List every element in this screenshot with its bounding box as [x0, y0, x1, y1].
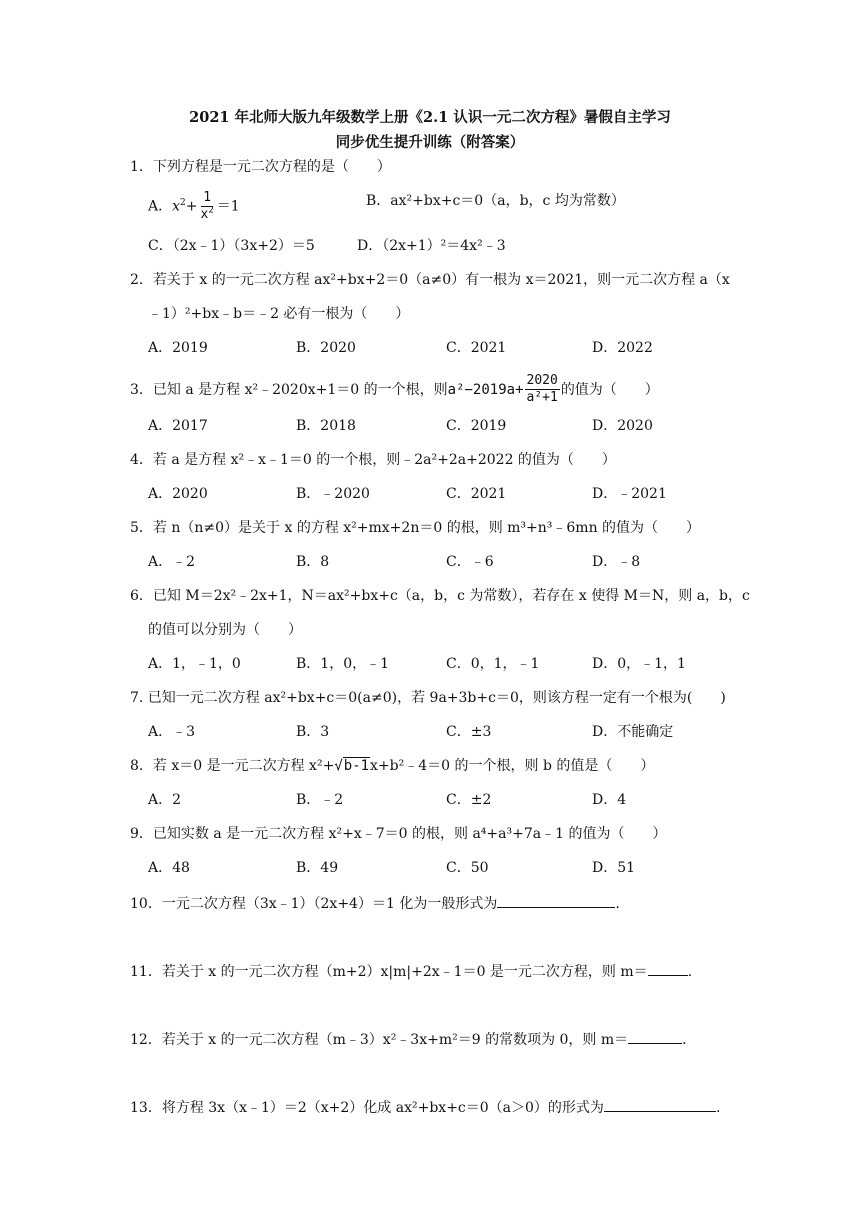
q3-option-b: B．2018 — [296, 418, 356, 434]
q6-option-d: D．0，﹣1，1 — [592, 656, 686, 672]
q5-option-c: C．﹣6 — [446, 554, 494, 570]
q6-option-a: A．1，﹣1，0 — [148, 656, 241, 672]
q2-option-c: C．2021 — [446, 340, 507, 356]
q4-stem: 4．若 a 是方程 x²﹣x﹣1＝0 的一个根，则﹣2a²+2a+2022 的值为（ ） — [130, 452, 616, 468]
q8-option-b: B．﹣2 — [296, 792, 344, 808]
q5-option-d: D．﹣8 — [592, 554, 641, 570]
q8-option-d: D．4 — [592, 792, 627, 808]
q5-option-b: B．8 — [296, 554, 330, 570]
q1-option-b: B．ax²+bx+c＝0（a，b，c 均为常数） — [366, 193, 625, 209]
q2-stem-line1: 2．若关于 x 的一元二次方程 ax²+bx+2＝0（a≠0）有一根为 x＝2021，则一元二次方程 a（x — [130, 272, 730, 288]
q6-option-c: C．0，1，﹣1 — [446, 656, 540, 672]
q7-option-c: C．±3 — [446, 724, 492, 740]
worksheet-title-line1: 2021 年北师大版九年级数学上册《2.1 认识一元二次方程》暑假自主学习 — [189, 109, 671, 126]
q7-option-a: A．﹣3 — [148, 724, 196, 740]
q9-option-d: D．51 — [592, 860, 636, 876]
q3-option-a: A．2017 — [148, 418, 208, 434]
q2-option-a: A．2019 — [148, 340, 208, 356]
q5-option-a: A．﹣2 — [148, 554, 196, 570]
q1-option-a: A．$x^2+$ $\frac{1}{x^2}$ ＝1 — [148, 190, 240, 222]
q6-stem-line2: 的值可以分别为（ ） — [148, 622, 302, 638]
q2-option-d: D．2022 — [592, 340, 653, 356]
q3-option-d: D．2020 — [592, 418, 653, 434]
q13-stem: 13．将方程 3x（x﹣1）＝2（x+2）化成 ax²+bx+c＝0（a＞0）的形式为 . — [130, 1097, 720, 1117]
q1-option-a-label: A． — [148, 198, 173, 215]
worksheet-title-line2: 同步优生提升训练（附答案） — [335, 134, 525, 151]
q11-stem: 11．若关于 x 的一元二次方程（m+2）x|m|+2x﹣1＝0 是一元二次方程，则 m＝ . — [130, 961, 692, 981]
q1-option-c: C．（2x﹣1）（3x+2）＝5 — [148, 238, 315, 254]
q2-stem-line2: ﹣1）²+bx﹣b＝﹣2 必有一根为（ ） — [148, 306, 410, 322]
q2-option-b: B．2020 — [296, 340, 356, 356]
q4-option-a: A．2020 — [148, 486, 208, 502]
q4-option-c: C．2021 — [446, 486, 507, 502]
q7-option-b: B．3 — [296, 724, 330, 740]
q13-answer-blank[interactable] — [604, 1097, 716, 1112]
q7-stem: 7. 已知一元二次方程 ax²+bx+c＝0(a≠0)，若 9a+3b+c＝0，则该方程一定有一个根为( ) — [130, 690, 726, 706]
q9-stem: 9．已知实数 a 是一元二次方程 x²+x﹣7＝0 的根，则 a⁴+a³+7a﹣1 的值为（ ） — [130, 826, 667, 842]
q1-stem: 1．下列方程是一元二次方程的是（ ） — [130, 159, 391, 175]
q11-answer-blank[interactable] — [648, 961, 688, 976]
q10-stem: 10．一元二次方程（3x﹣1）（2x+4）＝1 化为一般形式为 . — [130, 893, 620, 913]
q9-option-a: A．48 — [148, 860, 190, 876]
q6-stem-line1: 6．已知 M＝2x²﹣2x+1，N＝ax²+bx+c（a，b，c 为常数），若存在 x 使得 M＝N，则 a，b，c — [130, 588, 750, 604]
q7-option-d: D．不能确定 — [592, 724, 674, 740]
q9-option-c: C．50 — [446, 860, 489, 876]
q8-stem: 8．若 x＝0 是一元二次方程 x²+√b-1x+b²﹣4＝0 的一个根，则 b 的值是（ ） — [130, 758, 655, 774]
q3-option-c: C．2019 — [446, 418, 507, 434]
q9-option-b: B．49 — [296, 860, 339, 876]
q8-option-a: A．2 — [148, 792, 182, 808]
q6-option-b: B．1，0，﹣1 — [296, 656, 390, 672]
q4-option-d: D．﹣2021 — [592, 486, 667, 502]
q4-option-b: B．﹣2020 — [296, 486, 370, 502]
q1-option-d: D．（2x+1）²＝4x²﹣3 — [357, 238, 506, 254]
q12-stem: 12．若关于 x 的一元二次方程（m﹣3）x²﹣3x+m²＝9 的常数项为 0，则 m＝ . — [130, 1029, 687, 1049]
q12-answer-blank[interactable] — [628, 1029, 682, 1044]
q8-option-c: C．±2 — [446, 792, 492, 808]
q3-fraction: $\frac{2020}{\text{a²+1}}$ — [526, 373, 558, 405]
q8-sqrt: √b-1 — [334, 758, 370, 774]
q5-stem: 5．若 n（n≠0）是关于 x 的方程 x²+mx+2n＝0 的根，则 m³+n³﹣6mn 的值为（ ） — [130, 520, 701, 536]
q1-option-a-fraction: $\frac{1}{x^2}$ — [200, 190, 214, 222]
q3-stem: 3．已知 a 是方程 x²﹣2020x+1＝0 的一个根，则 a²−2019a+ $\frac{2020}{\text{a²+1}}$ 的值为（ ） — [130, 373, 659, 405]
q3-expression: a²−2019a+ — [447, 381, 524, 398]
q10-answer-blank[interactable] — [497, 893, 615, 908]
